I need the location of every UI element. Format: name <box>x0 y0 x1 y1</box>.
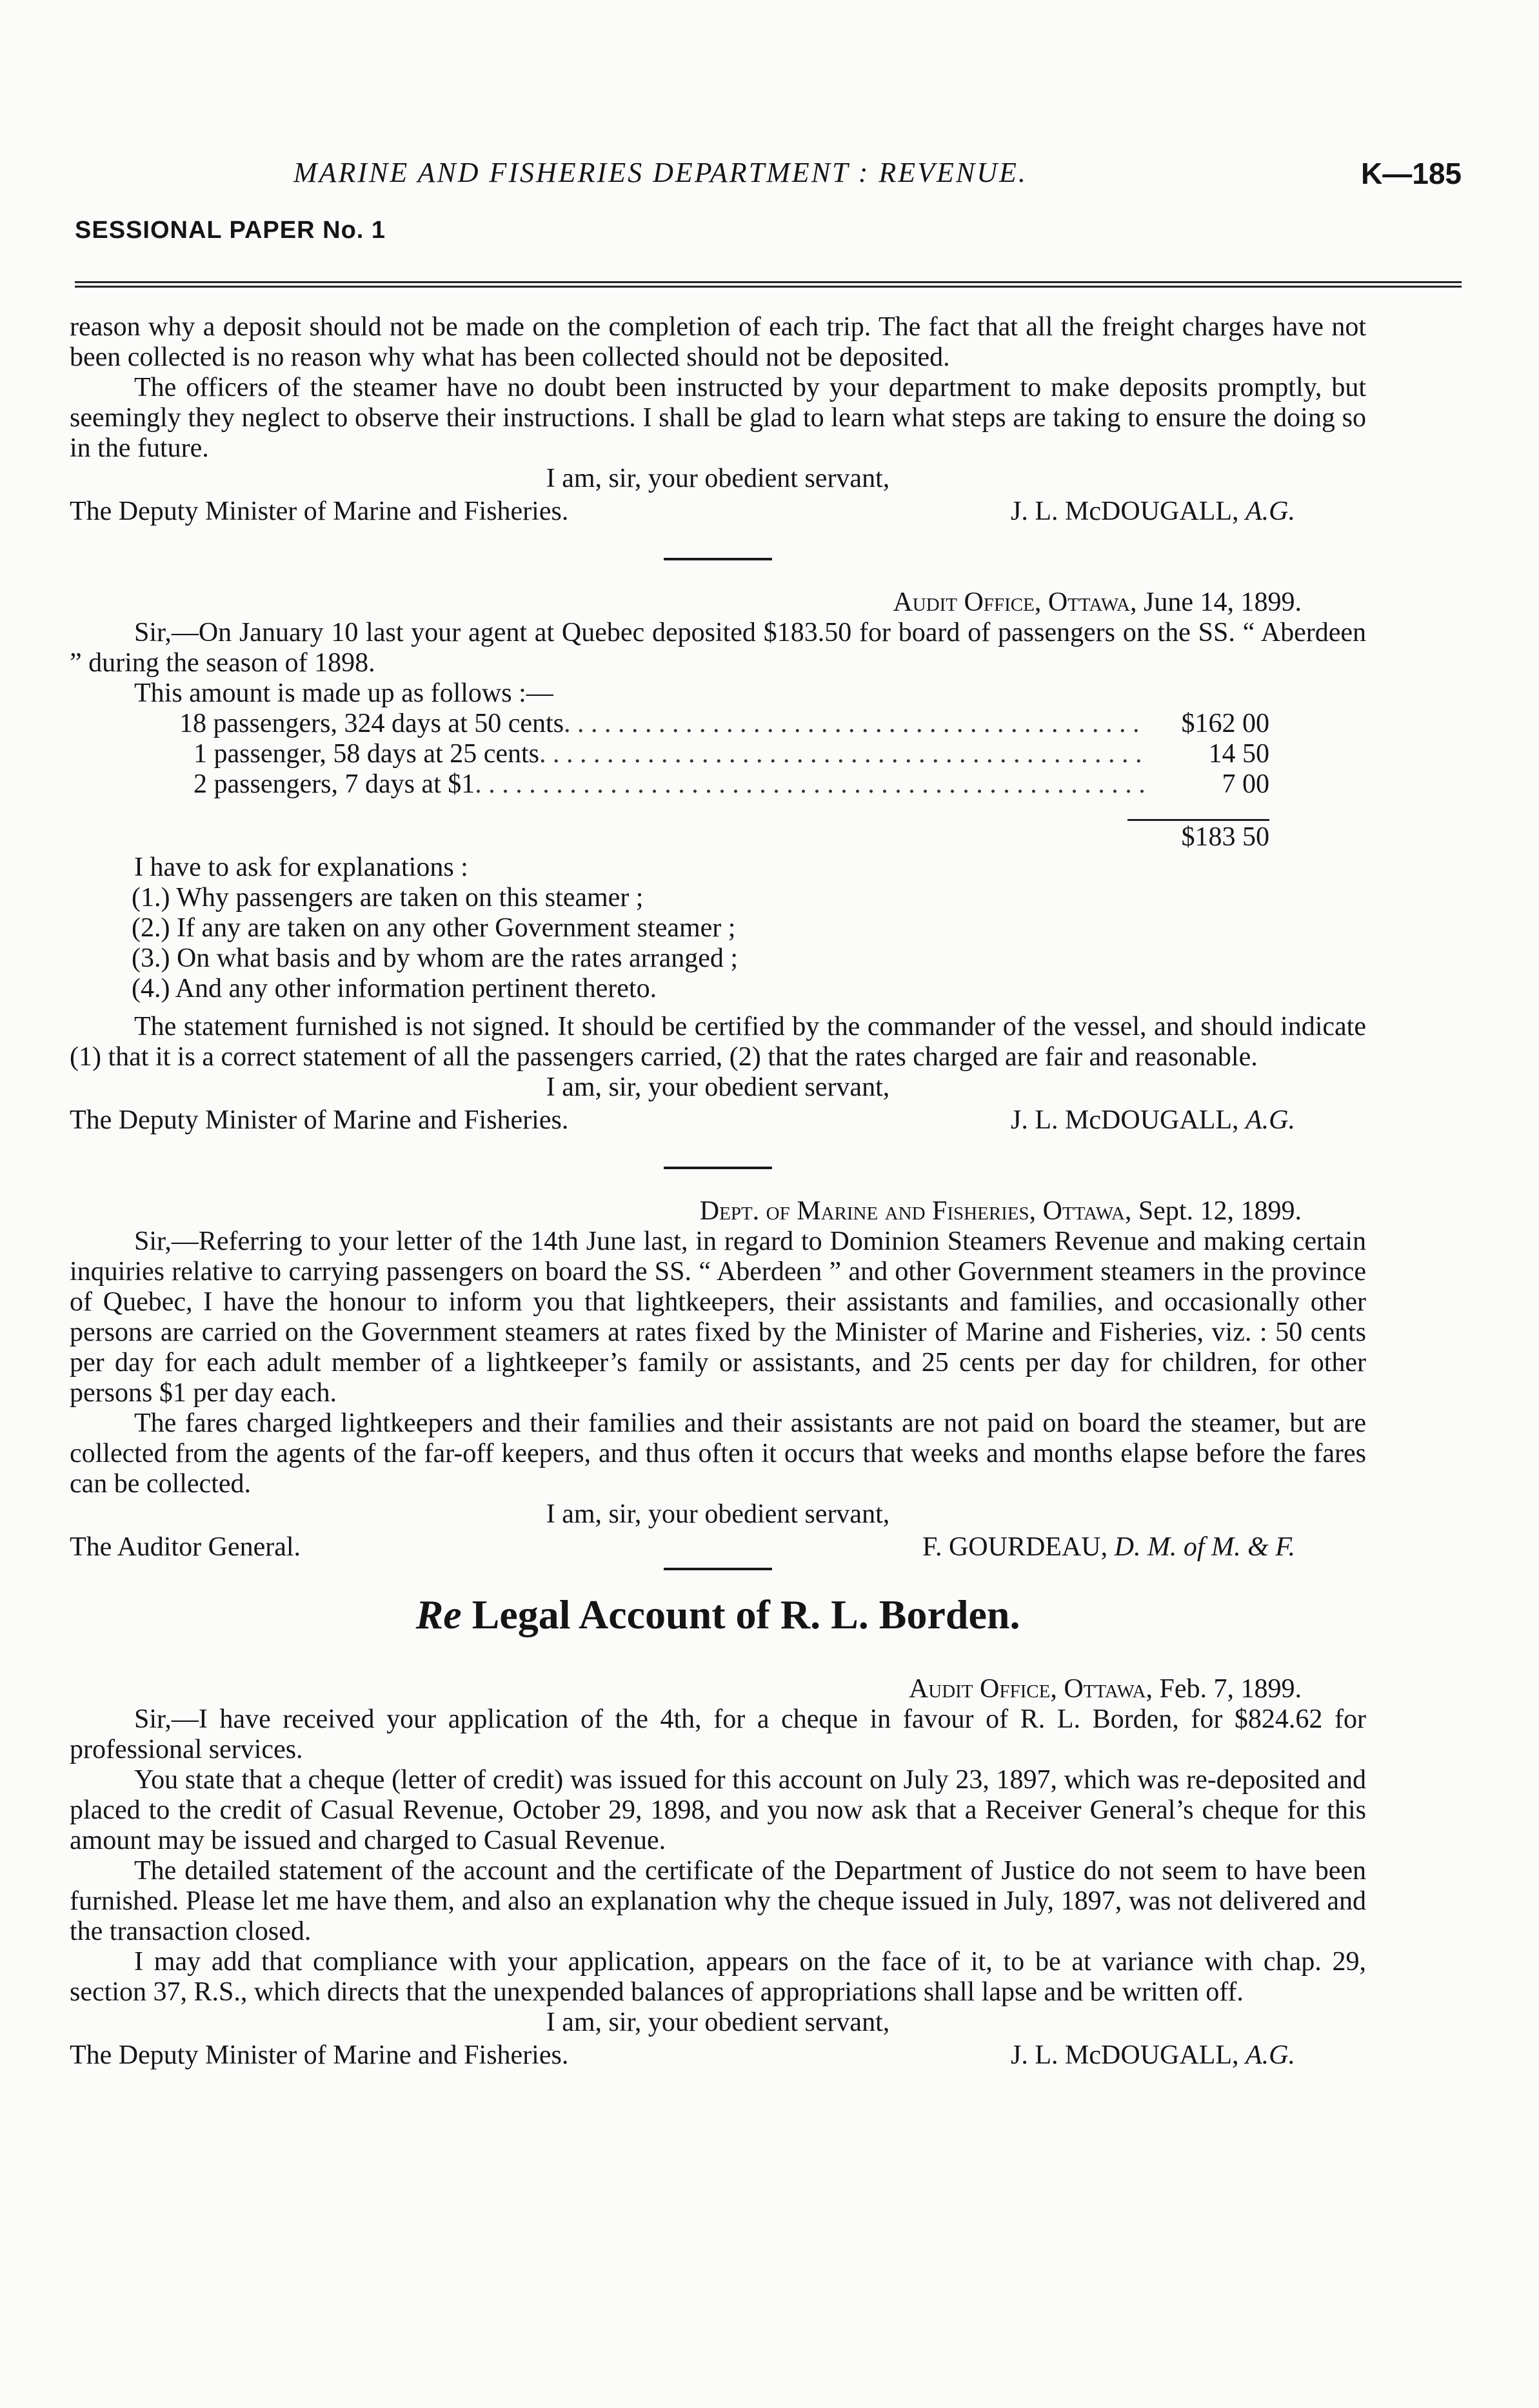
dateline-date: Sept. 12, 1899. <box>1138 1196 1302 1226</box>
letter-4 <box>70 1674 1366 2071</box>
signature-name: F. GOURDEAU, <box>922 1532 1108 1562</box>
ledger-total: $183 50 <box>1181 822 1269 852</box>
paragraph: I have to ask for explanations : <box>134 853 468 882</box>
section-divider <box>664 1568 772 1570</box>
running-title: MARINE AND FISHERIES DEPARTMENT : REVENUE. <box>293 157 1028 188</box>
paragraph: The officers of the steamer have no doubt been instructed by your department to make deposits promptly, but seemingly they neglect to observe their instructions. I shall be glad to learn what steps are taking to ensure the doing so in the future. <box>70 373 1366 463</box>
addressee: The Deputy Minister of Marine and Fisheries. <box>70 1105 569 1135</box>
paragraph: Sir,—On January 10 last your agent at Quebec deposited $183.50 for board of passengers on the SS. “ Aberdeen ” during the season of 1898. <box>70 618 1366 678</box>
dateline-date: Feb. 7, 1899. <box>1159 1674 1302 1704</box>
dateline-office: Dept. of Marine and Fisheries, Ottawa, <box>699 1196 1132 1226</box>
ledger-label: 1 passenger, 58 days at 25 cents <box>194 739 540 769</box>
paragraph: I may add that compliance with your application, appears on the face of it, to be at variance with chap. 29, section 37, R.S., which directs that the unexpended balances of appropriations shall lapse and be written off. <box>70 1947 1366 2008</box>
signature-title: A.G. <box>1246 497 1295 526</box>
paragraph: You state that a cheque (letter of credit) was issued for this account on July 23, 1897, which was re-deposited and placed to the credit of Casual Revenue, October 29, 1898, and you now ask that a Receiver General’s cheque for this amount may be issued and charged to Casual Revenue. <box>70 1765 1366 1856</box>
list-item: (1.) Why passengers are taken on this steamer ; <box>132 883 644 913</box>
paragraph: The fares charged lightkeepers and their families and their assistants are not paid on board the steamer, but are collected from the agents of the far-off keepers, and thus often it occurs that weeks and months elapse before the fares can be collected. <box>70 1408 1366 1499</box>
signature <box>1011 1105 1295 1136</box>
page-header <box>65 135 1462 244</box>
ledger-label: 2 passengers, 7 days at $1 <box>194 769 475 799</box>
letter-3 <box>70 1196 1366 1563</box>
closing: I am, sir, your obedient servant, <box>546 2008 890 2038</box>
paragraph: The detailed statement of the account and the certificate of the Department of Justice do not seem to have been furnished. Please let me have them, and also an explanation why the cheque issued in July, 1897, was not delivered and the transaction closed. <box>70 1856 1366 1947</box>
ledger-amount: 14 50 <box>1208 739 1269 769</box>
signature-name: J. L. McDOUGALL, <box>1011 1105 1239 1135</box>
leader-dots <box>539 739 1147 769</box>
section-divider <box>664 1167 772 1169</box>
dateline <box>70 1674 1366 1704</box>
dateline-date: June 14, 1899. <box>1144 587 1302 617</box>
dateline-office: Audit Office, Ottawa, <box>893 587 1137 617</box>
paragraph: Sir,—Referring to your letter of the 14th June last, in regard to Dominion Steamers Revenue and making certain inquiries relative to carrying passengers on board the SS. “ Aberdeen ” and other Government steamers in the province of Quebec, I have the honour to inform you that lightkeepers, their assistants and families, and occasionally other persons are carried on the Government steamers at rates fixed by the Minister of Marine and Fisheries, viz. : 50 cents per day for each adult member of a lightkeeper’s family or assistants, and 25 cents per day for children, for other persons $1 per day each. <box>70 1227 1366 1408</box>
letter-1 <box>70 312 1366 527</box>
section-title-prefix: Re <box>415 1592 462 1637</box>
page-number: K—185 <box>1361 157 1462 190</box>
ledger-amount: $162 00 <box>1181 709 1269 738</box>
header-double-rule <box>75 281 1462 288</box>
signature <box>922 1532 1295 1563</box>
signature-name: J. L. McDOUGALL, <box>1011 497 1239 526</box>
signature <box>1011 497 1295 527</box>
signature-title: D. M. of M. & F. <box>1114 1532 1295 1562</box>
question-list <box>132 883 1366 1004</box>
leader-dots <box>475 769 1147 800</box>
signature-title: A.G. <box>1246 1105 1295 1135</box>
list-item: (3.) On what basis and by whom are the rates arranged ; <box>132 943 739 973</box>
addressee: The Deputy Minister of Marine and Fisheries. <box>70 2040 569 2071</box>
ledger-amount: 7 00 <box>1222 769 1269 799</box>
leader-dots <box>564 709 1147 739</box>
paragraph: Sir,—I have received your application of the 4th, for a cheque in favour of R. L. Borden, for $824.62 for professional services. <box>70 1704 1366 1765</box>
paragraph: The statement furnished is not signed. It should be certified by the commander of the vessel, and should indicate (1) that it is a correct statement of all the passengers carried, (2) that the rates charged are fair and reasonable. <box>70 1012 1366 1072</box>
closing: I am, sir, your obedient servant, <box>546 1499 890 1529</box>
section-title <box>70 1590 1366 1640</box>
section-divider <box>664 558 772 560</box>
dateline <box>70 587 1366 618</box>
paragraph: This amount is made up as follows :— <box>134 678 553 708</box>
signature-name: J. L. McDOUGALL, <box>1011 2040 1239 2071</box>
section-title-text: Legal Account of R. L. Borden. <box>472 1592 1020 1637</box>
dateline <box>70 1196 1366 1227</box>
ledger-label: 18 passengers, 324 days at 50 cents <box>179 709 564 738</box>
ledger-row <box>179 739 1269 769</box>
ledger-row <box>179 769 1269 800</box>
list-item: (2.) If any are taken on any other Government steamer ; <box>132 913 736 943</box>
addressee: The Deputy Minister of Marine and Fisheries. <box>70 497 569 526</box>
sessional-paper-label: SESSIONAL PAPER No. 1 <box>75 217 386 244</box>
signature <box>1011 2040 1295 2071</box>
paragraph: reason why a deposit should not be made on the completion of each trip. The fact that all the freight charges have not been collected is no reason why what has been collected should not be deposited. <box>70 312 1366 372</box>
addressee: The Auditor General. <box>70 1532 301 1562</box>
list-item: (4.) And any other information pertinent thereto. <box>132 974 657 1003</box>
signature-line <box>70 497 1366 527</box>
page-content <box>70 312 1366 2071</box>
ledger-table <box>179 709 1269 853</box>
signature-title: A.G. <box>1246 2040 1295 2071</box>
closing: I am, sir, your obedient servant, <box>546 464 890 493</box>
letter-2 <box>70 587 1366 1136</box>
signature-line <box>70 1105 1366 1136</box>
dateline-office: Audit Office, Ottawa, <box>908 1674 1153 1704</box>
ledger-row <box>179 709 1269 739</box>
signature-line <box>70 2040 1366 2071</box>
signature-line <box>70 1532 1366 1563</box>
closing: I am, sir, your obedient servant, <box>546 1072 890 1102</box>
